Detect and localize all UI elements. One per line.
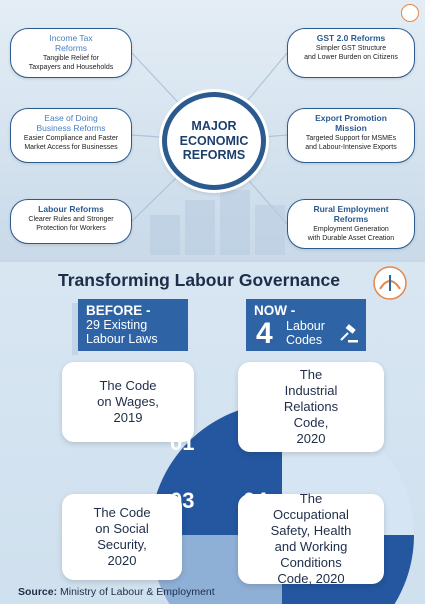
now-box: [246, 299, 366, 351]
code-card-social-security: [62, 494, 182, 580]
reform-description: Simpler GST Structure and Lower Burden on Citizens: [304, 45, 398, 61]
reform-card-export-promotion: [287, 108, 415, 163]
reform-card-income-tax: [10, 28, 132, 78]
code-name: The Code on Wages, 2019: [97, 378, 159, 425]
before-box: [78, 299, 188, 351]
pib-logo-icon: [370, 265, 410, 301]
central-hub: [162, 92, 266, 190]
reform-title: Ease of Doing Business Reforms: [36, 113, 106, 134]
major-economic-reforms-panel: [0, 0, 425, 262]
source-line: [18, 586, 215, 598]
now-label: NOW -: [254, 303, 296, 318]
reform-description: Easier Compliance and Faster Market Access for Businesses: [23, 135, 119, 152]
source-label: Source:: [18, 586, 58, 598]
code-name: The Code on Social Security, 2020: [93, 505, 151, 568]
code-name: The Occupational Safety, Health and Working Conditions Code, 2020: [270, 491, 352, 586]
labour-governance-panel: [0, 262, 425, 604]
source-text: Ministry of Labour & Employment: [60, 586, 215, 598]
reform-card-ease-of-business: [10, 108, 132, 163]
panel-title: Transforming Labour Governance: [58, 270, 340, 290]
code-name: The Industrial Relations Code, 2020: [283, 367, 339, 446]
now-text: Labour Codes: [286, 319, 325, 347]
reform-description: Tangible Relief for Taxpayers and Households: [28, 55, 114, 72]
before-label: BEFORE -: [86, 303, 151, 318]
reform-description: Employment Generation with Durable Asset Creation: [307, 226, 395, 243]
gavel-icon: [338, 323, 360, 345]
hub-title: MAJOR ECONOMIC REFORMS: [179, 119, 249, 163]
reform-description: Clearer Rules and Stronger Protection for Workers: [28, 216, 114, 232]
reform-title: Export Promotion Mission: [315, 113, 387, 134]
reform-card-labour: [10, 199, 132, 244]
code-number-04: 04: [243, 488, 268, 513]
now-number: 4: [256, 317, 273, 350]
reform-title: Rural Employment Reforms: [313, 204, 389, 225]
before-text: 29 Existing Labour Laws: [86, 318, 158, 347]
reform-title: Income Tax Reforms: [49, 33, 93, 54]
pib-logo-icon: [401, 4, 419, 22]
code-number-02: 02: [243, 430, 268, 455]
reform-title: Labour Reforms: [38, 204, 104, 214]
reform-description: Targeted Support for MSMEs and Labour-Intensive Exports: [305, 135, 397, 152]
reform-card-rural-employment: [287, 199, 415, 249]
reform-card-gst: [287, 28, 415, 78]
code-number-01: 01: [170, 430, 195, 455]
reform-title: GST 2.0 Reforms: [316, 33, 386, 43]
code-number-03: 03: [170, 488, 195, 513]
